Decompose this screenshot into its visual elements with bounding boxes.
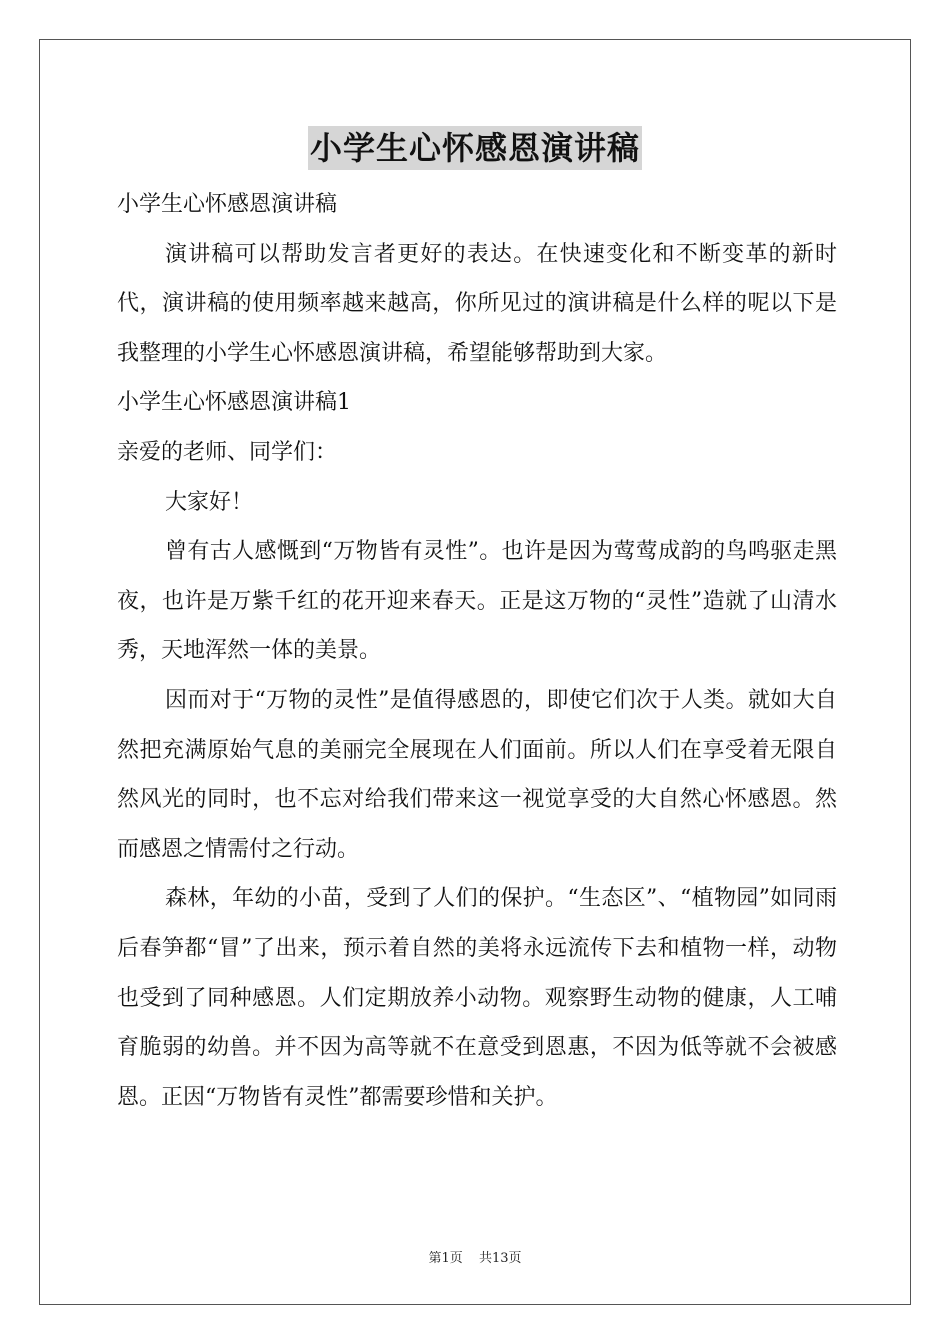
- body-paragraph-2: 因而对于“万物的灵性”是值得感恩的，即使它们次于人类。就如大自然把充满原始气息的美丽完全展现在人们面前。所以人们在享受着无限自然风光的同时，也不忘对给我们带来这一视觉享受的大自然心怀感恩。然而感恩之情需付之行动。: [117, 687, 837, 862]
- body-paragraph-1: 曾有古人感慨到“万物皆有灵性”。也许是因为莺莺成韵的鸟鸣驱走黑夜，也许是万紫千红的花开迎来春天。正是这万物的“灵性”造就了山清水秀，天地浑然一体的美景。: [117, 539, 837, 664]
- document-body: [117, 180, 837, 1122]
- title-container: [0, 126, 950, 170]
- page-number: 第1页: [428, 1251, 463, 1266]
- greeting: 大家好！: [165, 489, 254, 515]
- page-footer: [0, 1247, 950, 1266]
- document-title: 小学生心怀感恩演讲稿: [308, 126, 642, 170]
- page-total: 共13页: [478, 1251, 522, 1266]
- subtitle-line: 小学生心怀感恩演讲稿: [117, 192, 338, 217]
- salutation: 亲爱的老师、同学们：: [117, 439, 338, 465]
- section-heading: 小学生心怀感恩演讲稿1: [117, 390, 351, 416]
- body-paragraph-3: 森林，年幼的小苗，受到了人们的保护。“生态区”、“植物园”如同雨后春笋都“冒”了出来，预示着自然的美将永远流传下去和植物一样，动物也受到了同种感恩。人们定期放养小动物。观察野生动物的健康，人工哺育脆弱的幼兽。并不因为高等就不在意受到恩惠，不因为低等就不会被感恩。正因“万物皆有灵性”都需要珍惜和关护。: [117, 886, 837, 1110]
- intro-paragraph: 演讲稿可以帮助发言者更好的表达。在快速变化和不断变革的新时代，演讲稿的使用频率越来越高，你所见过的演讲稿是什么样的呢以下是我整理的小学生心怀感恩演讲稿，希望能够帮助到大家。: [117, 241, 837, 366]
